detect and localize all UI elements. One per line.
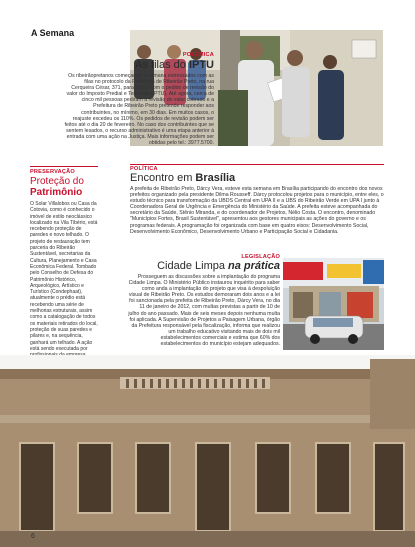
brasilia-rule — [130, 164, 384, 165]
brasilia-kicker: POLÍTICA — [130, 166, 158, 172]
iptu-article — [62, 52, 214, 146]
preservacao-rule — [30, 166, 98, 167]
brasilia-body: A prefeita de Ribeirão Preto, Dárcy Vera, esteve esta semana em Brasília participando do encontro dos novos prefeitos organizado pela presidente Dilma Rousseff. Dárcy protocolou projetos para o município, entre eles, o estudo técnico para transformação da UBDS Central em UPA II e a UBS do Ribeirão Verde em UPA I junto à Coordenadora Geral de Urgência e Emergência do Ministério da Saúde. A prefeita esteve acompanhada do secretário da Saúde, Stênio Miranda, e do coordenador de Projetos, Nélio Costa. O encontro, denominado "Municípios Fortes, Brasil Sustentável", apresentou aos gestores municipais as ações do governo e os programas federais. A programação foi organizada com base em quatro eixos: Desenvolvimento Social, Desenvolvimento Econômico, Desenvolvimento Urbano e Participação Social e Cidadania. — [130, 186, 384, 235]
preservacao-headline-line2: Patrimônio — [30, 187, 83, 198]
iptu-headline — [62, 59, 214, 71]
limpa-headline-bold: na prática — [228, 260, 280, 272]
cidade-limpa-article — [128, 254, 280, 347]
limpa-headline — [128, 260, 280, 272]
street-signs-photo — [283, 258, 384, 350]
iptu-headline-bold: IPTU — [188, 59, 214, 71]
preservacao-kicker: PRESERVAÇÃO — [30, 169, 75, 175]
solar-building-photo — [0, 355, 415, 547]
section-title: A Semana — [31, 28, 75, 38]
brasilia-headline-bold: Brasília — [195, 172, 236, 184]
limpa-kicker: LEGISLAÇÃO — [241, 254, 280, 260]
limpa-headline-prefix: Cidade Limpa — [157, 260, 229, 272]
iptu-kicker: POLÊMICA — [182, 52, 214, 58]
preservacao-headline-line1: Proteção do — [30, 176, 84, 187]
preservacao-headline — [30, 176, 98, 198]
page-number: 6 — [31, 533, 35, 540]
limpa-body: Prosseguem as discussões sobre a implantação do programa Cidade Limpa. O Ministério Público instaurou inquérito para saber como anda a implantação do projeto que visa à despoluição visual de Ribeirão Preto. Os estudos demoraram dois anos e a lei foi sancionada pela prefeita de Ribeirão Preto, Dárcy Vera, no dia 11 de janeiro de 2012, com multas previstas a partir de 10 de julho do ano passado. Mais de seis meses depois nenhuma multa foi aplicada. A Supervisão de Projetos a Paisagem Urbana, órgão da Prefeitura responsável pela fiscalização, informa que realizou um trabalho educativo visitando mais de dois mil estabelecimentos comerciais e estima que 60% dos estabelecimentos do município estejam adequados. — [128, 274, 280, 348]
iptu-headline-prefix: As filas do — [135, 59, 189, 71]
preservacao-body: O Solar Villalobos ou Casa da Cotovia, como é conhecido o imóvel de estilo neoclássico localizado na Vila Tibério, está recebendo proteção de paredes e novo telhado. O projeto de restauração tem parceria do Ribeirão Sustentável, secretarias da Cultura, Planejamento e Casa Econômica Federal. Tombado pelo Conselho de Defesa do Patrimônio Histórico, Arqueológico, Artístico e Turístico (Condephaat), atualmente o prédio está recebendo uma série de melhorias estruturais, assim como a catalogação de todos os materiais retirados do local, proteção de suas paredes e pilares e, na sequência, ganhará um telhado. A ação está sendo executada por — [30, 201, 98, 352]
brasilia-article — [130, 164, 384, 235]
brasilia-headline — [130, 172, 384, 184]
brasilia-headline-prefix: Encontro em — [130, 172, 196, 184]
iptu-body: Os ribeirãopretanos começaram a semana estressados com as filas no protocolo da Prefeitura de Ribeirão Preto, na rua Cerqueira César, 371, para entrar com o pedido de revisão do valor do Imposto Predial e Territorial (IPTU). Até agora, cerca de cinco mil pessoas pediram a revisão do valor cobrado e a Prefeitura de Ribeirão Preto pretende responder aos contribuintes, no mínimo, em 30 dias. Em muitos casos, o reajuste excedeu os 110%. Os pedidos de revisão podem ser feitos até o dia 20 de fevereiro. No caso dos contribuintes que se sentem lesados, o recurso administrativo é uma etapa anterior à entrada com uma ação na Justiça. Mais informações podem ser obtidas pelo tel.: 3977.5700. — [64, 73, 214, 147]
